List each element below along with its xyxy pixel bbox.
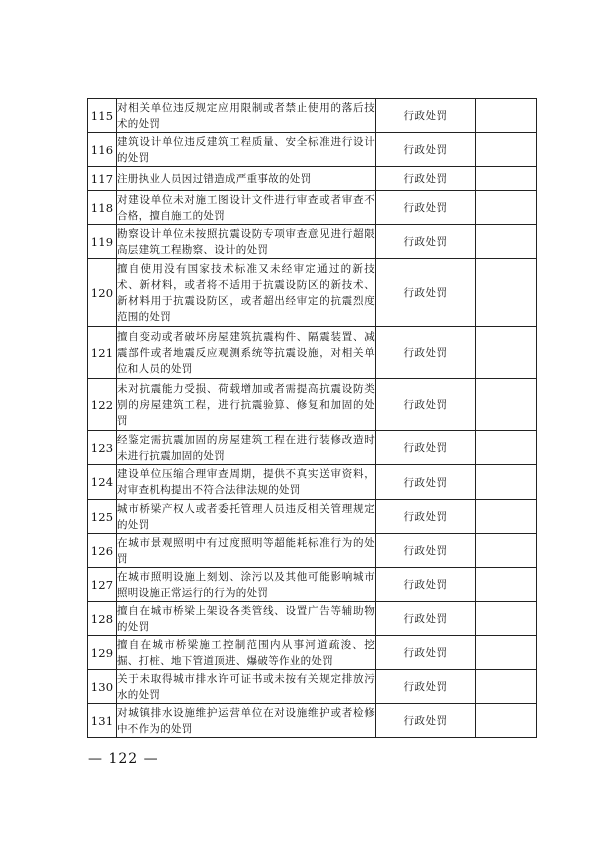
row-number: 117 bbox=[88, 167, 117, 191]
table-row bbox=[88, 636, 537, 670]
row-item-name: 建设单位压缩合理审查周期，提供不真实送审资料，对审查机构提出不符合法律法规的处罚 bbox=[117, 465, 376, 500]
row-remarks-cell bbox=[476, 534, 537, 568]
table-row bbox=[88, 431, 537, 465]
row-number: 129 bbox=[88, 636, 117, 670]
row-item-type: 行政处罚 bbox=[376, 133, 476, 167]
row-item-name: 擅自在城市桥梁上架设各类管线、设置广告等辅助物的处罚 bbox=[117, 602, 376, 636]
row-number: 126 bbox=[88, 534, 117, 568]
table-row bbox=[88, 99, 537, 133]
row-remarks-cell bbox=[476, 704, 537, 738]
row-number: 124 bbox=[88, 465, 117, 500]
table-row bbox=[88, 602, 537, 636]
row-number: 119 bbox=[88, 225, 117, 259]
table-row bbox=[88, 500, 537, 534]
table-body bbox=[88, 99, 537, 738]
row-number: 118 bbox=[88, 191, 117, 225]
row-remarks-cell bbox=[476, 602, 537, 636]
table-row bbox=[88, 670, 537, 704]
table-row bbox=[88, 327, 537, 379]
table-row bbox=[88, 534, 537, 568]
row-item-type: 行政处罚 bbox=[376, 379, 476, 431]
row-remarks-cell bbox=[476, 379, 537, 431]
table-row bbox=[88, 191, 537, 225]
row-item-type: 行政处罚 bbox=[376, 327, 476, 379]
row-number: 121 bbox=[88, 327, 117, 379]
row-remarks-cell bbox=[476, 191, 537, 225]
row-remarks-cell bbox=[476, 431, 537, 465]
row-remarks-cell bbox=[476, 465, 537, 500]
table-row bbox=[88, 704, 537, 738]
power-list-table bbox=[87, 98, 537, 738]
table-row bbox=[88, 225, 537, 259]
row-remarks-cell bbox=[476, 225, 537, 259]
row-item-type: 行政处罚 bbox=[376, 670, 476, 704]
row-number: 128 bbox=[88, 602, 117, 636]
row-item-type: 行政处罚 bbox=[376, 99, 476, 133]
row-item-name: 擅自在城市桥梁施工控制范围内从事河道疏浚、挖掘、打桩、地下管道顶进、爆破等作业的处罚 bbox=[117, 636, 376, 670]
row-item-name: 勘察设计单位未按照抗震设防专项审查意见进行超限高层建筑工程勘察、设计的处罚 bbox=[117, 225, 376, 259]
table-row bbox=[88, 465, 537, 500]
row-item-name: 对建设单位未对施工图设计文件进行审查或者审查不合格，擅自施工的处罚 bbox=[117, 191, 376, 225]
row-item-type: 行政处罚 bbox=[376, 191, 476, 225]
row-remarks-cell bbox=[476, 133, 537, 167]
row-item-type: 行政处罚 bbox=[376, 167, 476, 191]
row-item-name: 在城市景观照明中有过度照明等超能耗标准行为的处罚 bbox=[117, 534, 376, 568]
row-item-type: 行政处罚 bbox=[376, 602, 476, 636]
row-item-type: 行政处罚 bbox=[376, 225, 476, 259]
row-item-name: 建筑设计单位违反建筑工程质量、安全标准进行设计的处罚 bbox=[117, 133, 376, 167]
table-row bbox=[88, 133, 537, 167]
page-number: — 122 — bbox=[88, 751, 159, 767]
row-remarks-cell bbox=[476, 99, 537, 133]
row-number: 123 bbox=[88, 431, 117, 465]
row-item-type: 行政处罚 bbox=[376, 431, 476, 465]
row-item-name: 在城市照明设施上刻划、涂污以及其他可能影响城市照明设施正常运行的行为的处罚 bbox=[117, 568, 376, 602]
row-remarks-cell bbox=[476, 167, 537, 191]
row-number: 120 bbox=[88, 259, 117, 327]
row-item-name: 擅自使用没有国家技术标准又未经审定通过的新技术、新材料，或者将不适用于抗震设防区的新技术、新材料用于抗震设防区，或者超出经审定的抗震烈度范围的处罚 bbox=[117, 259, 376, 327]
row-item-name: 注册执业人员因过错造成严重事故的处罚 bbox=[117, 167, 376, 191]
row-item-type: 行政处罚 bbox=[376, 534, 476, 568]
row-remarks-cell bbox=[476, 500, 537, 534]
row-item-name: 关于未取得城市排水许可证书或未按有关规定排放污水的处罚 bbox=[117, 670, 376, 704]
row-number: 122 bbox=[88, 379, 117, 431]
row-number: 127 bbox=[88, 568, 117, 602]
row-number: 115 bbox=[88, 99, 117, 133]
row-item-type: 行政处罚 bbox=[376, 568, 476, 602]
row-item-type: 行政处罚 bbox=[376, 704, 476, 738]
row-item-type: 行政处罚 bbox=[376, 636, 476, 670]
row-number: 116 bbox=[88, 133, 117, 167]
row-item-name: 未对抗震能力受损、荷载增加或者需提高抗震设防类别的房屋建筑工程，进行抗震验算、修复和加固的处罚 bbox=[117, 379, 376, 431]
table-row bbox=[88, 568, 537, 602]
row-item-name: 经鉴定需抗震加固的房屋建筑工程在进行装修改造时未进行抗震加固的处罚 bbox=[117, 431, 376, 465]
row-remarks-cell bbox=[476, 259, 537, 327]
row-remarks-cell bbox=[476, 327, 537, 379]
table-row bbox=[88, 259, 537, 327]
row-remarks-cell bbox=[476, 568, 537, 602]
row-item-name: 对相关单位违反规定应用限制或者禁止使用的落后技术的处罚 bbox=[117, 99, 376, 133]
row-item-name: 对城镇排水设施维护运营单位在对设施维护或者检修中不作为的处罚 bbox=[117, 704, 376, 738]
row-number: 130 bbox=[88, 670, 117, 704]
row-item-type: 行政处罚 bbox=[376, 259, 476, 327]
table-row bbox=[88, 379, 537, 431]
row-item-type: 行政处罚 bbox=[376, 465, 476, 500]
row-number: 131 bbox=[88, 704, 117, 738]
row-remarks-cell bbox=[476, 636, 537, 670]
row-item-type: 行政处罚 bbox=[376, 500, 476, 534]
row-item-name: 城市桥梁产权人或者委托管理人员违反相关管理规定的处罚 bbox=[117, 500, 376, 534]
row-item-name: 擅自变动或者破坏房屋建筑抗震构件、隔震装置、减震部件或者地震反应观测系统等抗震设施，对相关单位和人员的处罚 bbox=[117, 327, 376, 379]
table-row bbox=[88, 167, 537, 191]
row-number: 125 bbox=[88, 500, 117, 534]
row-remarks-cell bbox=[476, 670, 537, 704]
